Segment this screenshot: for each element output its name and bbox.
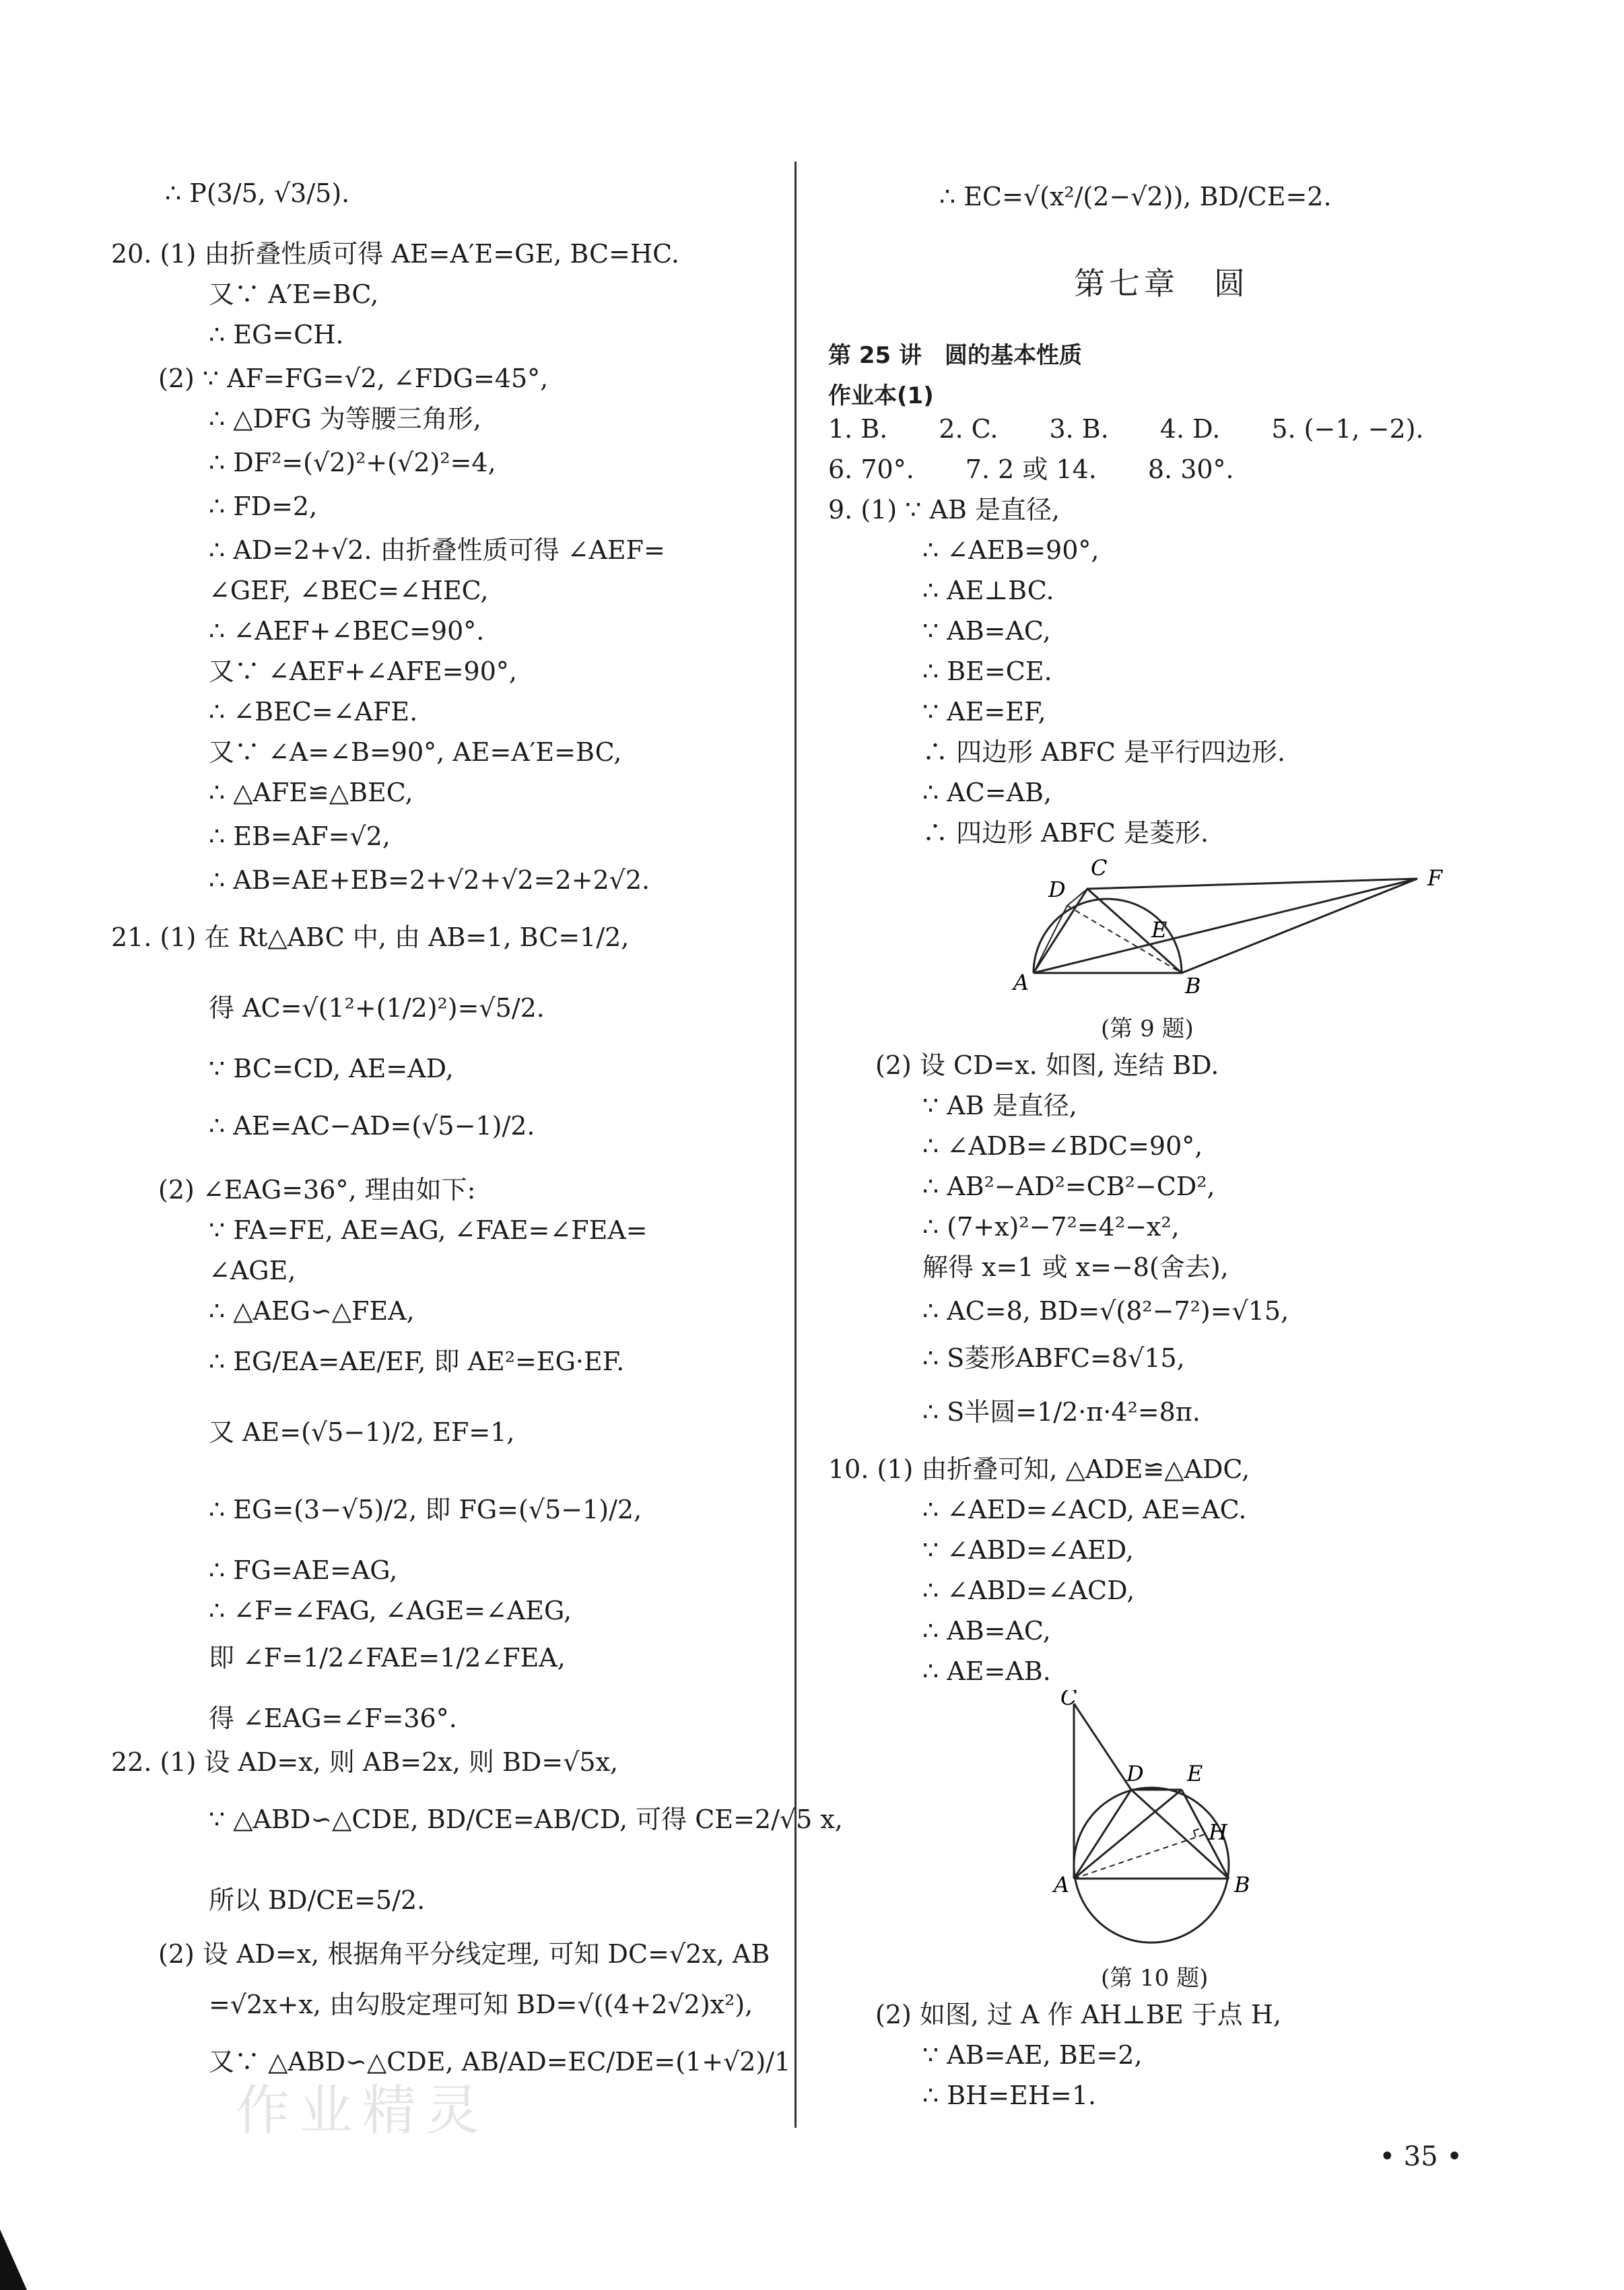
text-line: ∴ FG=AE=AG, xyxy=(209,1555,398,1585)
page-number: • 35 • xyxy=(1379,2141,1462,2172)
text-line: 即 ∠F=1/2∠FAE=1/2∠FEA, xyxy=(209,1643,566,1673)
text-line: ∴ ∠AEB=90°, xyxy=(922,535,1099,565)
text-line: 又 AE=(√5−1)/2, EF=1, xyxy=(209,1417,515,1447)
text-line: ∴ S半圆=1/2·π·4²=8π. xyxy=(922,1397,1200,1427)
text-line: ∴ AB=AC, xyxy=(922,1616,1051,1646)
text-line: 得 ∠EAG=∠F=36°. xyxy=(209,1704,457,1733)
text-line: ∴ BE=CE. xyxy=(922,656,1052,686)
text-line: ∵ AB=AE, BE=2, xyxy=(922,2040,1143,2070)
fig10-label: H xyxy=(1209,1819,1227,1845)
text-line: ∴ AE=AB. xyxy=(922,1656,1051,1686)
text-line: ∴ EG=CH. xyxy=(209,320,344,349)
text-line: ∴ EB=AF=√2, xyxy=(209,821,391,851)
text-line: 又∵ A′E=BC, xyxy=(209,279,379,309)
text-line: ∴ AC=AB, xyxy=(922,778,1052,807)
text-line: ∴ AE=AC−AD=(√5−1)/2. xyxy=(209,1111,535,1141)
text-line: ∴ ∠ADB=∠BDC=90°, xyxy=(922,1131,1203,1161)
text-line: 所以 BD/CE=5/2. xyxy=(209,1885,426,1915)
fig9-label: E xyxy=(1151,917,1168,943)
text-line: ∴ ∠ABD=∠ACD, xyxy=(922,1576,1135,1605)
text-line: ∵ AB=AC, xyxy=(922,616,1051,646)
fig10-label: A xyxy=(1054,1872,1070,1897)
answer-line: 6. 70°. 7. 2 或 14. 8. 30°. xyxy=(828,454,1234,484)
text-line: 又∵ ∠A=∠B=90°, AE=A′E=BC, xyxy=(209,737,622,767)
text-line: ∠GEF, ∠BEC=∠HEC, xyxy=(209,576,489,605)
text-line: (2) ∵ AF=FG=√2, ∠FDG=45°, xyxy=(158,364,549,393)
text-line: ∴ ∠AED=∠ACD, AE=AC. xyxy=(922,1495,1247,1524)
text-line: ∴ ∠F=∠FAG, ∠AGE=∠AEG, xyxy=(209,1596,572,1625)
fig9-label: D xyxy=(1048,877,1066,902)
text-line: ∴ AB=AE+EB=2+√2+√2=2+2√2. xyxy=(209,865,650,895)
text-line: 20. (1) 由折叠性质可得 AE=A′E=GE, BC=HC. xyxy=(111,239,679,269)
fig9-label: C xyxy=(1091,855,1108,881)
text-line: =√2x+x, 由勾股定理可知 BD=√((4+2√2)x²), xyxy=(209,1990,753,2019)
text-line: ∴ AC=8, BD=√(8²−7²)=√15, xyxy=(922,1296,1289,1326)
answer-line: 1. B. 2. C. 3. B. 4. D. 5. (−1, −2). xyxy=(828,414,1424,444)
text-line: ∴ (7+x)²−7²=4²−x², xyxy=(922,1212,1180,1242)
text-line: ∴ △AFE≌△BEC, xyxy=(209,778,413,807)
section-title: 第 25 讲 圆的基本性质 xyxy=(828,342,1082,369)
text-line: ∵ AB 是直径, xyxy=(922,1091,1077,1120)
text-line: ∵ BC=CD, AE=AD, xyxy=(209,1054,454,1083)
text-line: ∵ ∠ABD=∠AED, xyxy=(922,1535,1134,1565)
text-line: ∴ AD=2+√2. 由折叠性质可得 ∠AEF= xyxy=(209,535,665,565)
text-line: ∴ △DFG 为等腰三角形, xyxy=(209,404,481,434)
text-line: ∴ ∠AEF+∠BEC=90°. xyxy=(209,616,485,646)
figure-9-caption: (第 9 题) xyxy=(1101,1015,1194,1042)
homework-title: 作业本(1) xyxy=(828,382,934,409)
text-line: ∴ S菱形ABFC=8√15, xyxy=(922,1343,1185,1373)
fig9-label: B xyxy=(1185,973,1201,999)
chapter-title: 第七章 圆 xyxy=(1074,265,1249,302)
text-line: 又∵ △ABD∽△CDE, AB/AD=EC/DE=(1+√2)/1 xyxy=(209,2047,791,2077)
text-line: (2) 设 CD=x. 如图, 连结 BD. xyxy=(875,1050,1219,1080)
text-line: ∴ FD=2, xyxy=(209,492,318,521)
text-line: 22. (1) 设 AD=x, 则 AB=2x, 则 BD=√5x, xyxy=(111,1747,619,1777)
fig10-label: B xyxy=(1234,1872,1250,1897)
text-line: 得 AC=√(1²+(1/2)²)=√5/2. xyxy=(209,993,545,1023)
text-line: ∴ AE⊥BC. xyxy=(922,576,1054,605)
text-line: ∴ EG/EA=AE/EF, 即 AE²=EG·EF. xyxy=(209,1347,625,1376)
text-line: ∴ AB²−AD²=CB²−CD², xyxy=(922,1172,1215,1201)
text-line: 21. (1) 在 Rt△ABC 中, 由 AB=1, BC=1/2, xyxy=(111,922,630,952)
text-line: (2) 如图, 过 A 作 AH⊥BE 于点 H, xyxy=(875,2000,1282,2029)
text-line: ∵ FA=FE, AE=AG, ∠FAE=∠FEA= xyxy=(209,1215,648,1245)
watermark: 作业精灵 xyxy=(236,2079,489,2142)
text-line: ∴ 四边形 ABFC 是平行四边形. xyxy=(922,737,1286,767)
text-line: ∴ BH=EH=1. xyxy=(922,2081,1097,2110)
text-line: ∠AGE, xyxy=(209,1256,296,1285)
fig10-label: E xyxy=(1187,1761,1203,1786)
text-line: ∵ △ABD∽△CDE, BD/CE=AB/CD, 可得 CE=2/√5 x, xyxy=(209,1805,843,1834)
text-line: ∴ △AEG∽△FEA, xyxy=(209,1296,415,1326)
fig9-label: A xyxy=(1013,970,1029,995)
text-line: ∴ ∠BEC=∠AFE. xyxy=(209,697,418,727)
text-line: ∴ DF²=(√2)²+(√2)²=4, xyxy=(209,448,496,477)
figure-9 xyxy=(1007,855,1491,1000)
text-line: ∴ EC=√(x²/(2−√2)), BD/CE=2. xyxy=(939,182,1332,211)
text-line: 又∵ ∠AEF+∠AFE=90°, xyxy=(209,656,517,686)
text-line: 10. (1) 由折叠可知, △ADE≌△ADC, xyxy=(828,1454,1250,1484)
text-line: ∵ AE=EF, xyxy=(922,697,1046,727)
fig10-label: D xyxy=(1126,1761,1144,1786)
text-line: ∴ EG=(3−√5)/2, 即 FG=(√5−1)/2, xyxy=(209,1495,642,1524)
text-line: ∴ 四边形 ABFC 是菱形. xyxy=(922,818,1209,848)
fig9-label: F xyxy=(1427,865,1443,891)
text-line: (2) ∠EAG=36°, 理由如下: xyxy=(158,1175,476,1205)
figure-10 xyxy=(1040,1690,1283,1959)
text-line: 解得 x=1 或 x=−8(舍去), xyxy=(922,1252,1229,1282)
text-line: ∴ P(3/5, √3/5). xyxy=(165,178,350,208)
text-line: (2) 设 AD=x, 根据角平分线定理, 可知 DC=√2x, AB xyxy=(158,1939,770,1969)
fig10-label: C xyxy=(1060,1690,1077,1710)
corner-mark xyxy=(0,2229,27,2290)
figure-10-caption: (第 10 题) xyxy=(1101,1965,1209,1992)
text-line: 9. (1) ∵ AB 是直径, xyxy=(828,495,1060,525)
